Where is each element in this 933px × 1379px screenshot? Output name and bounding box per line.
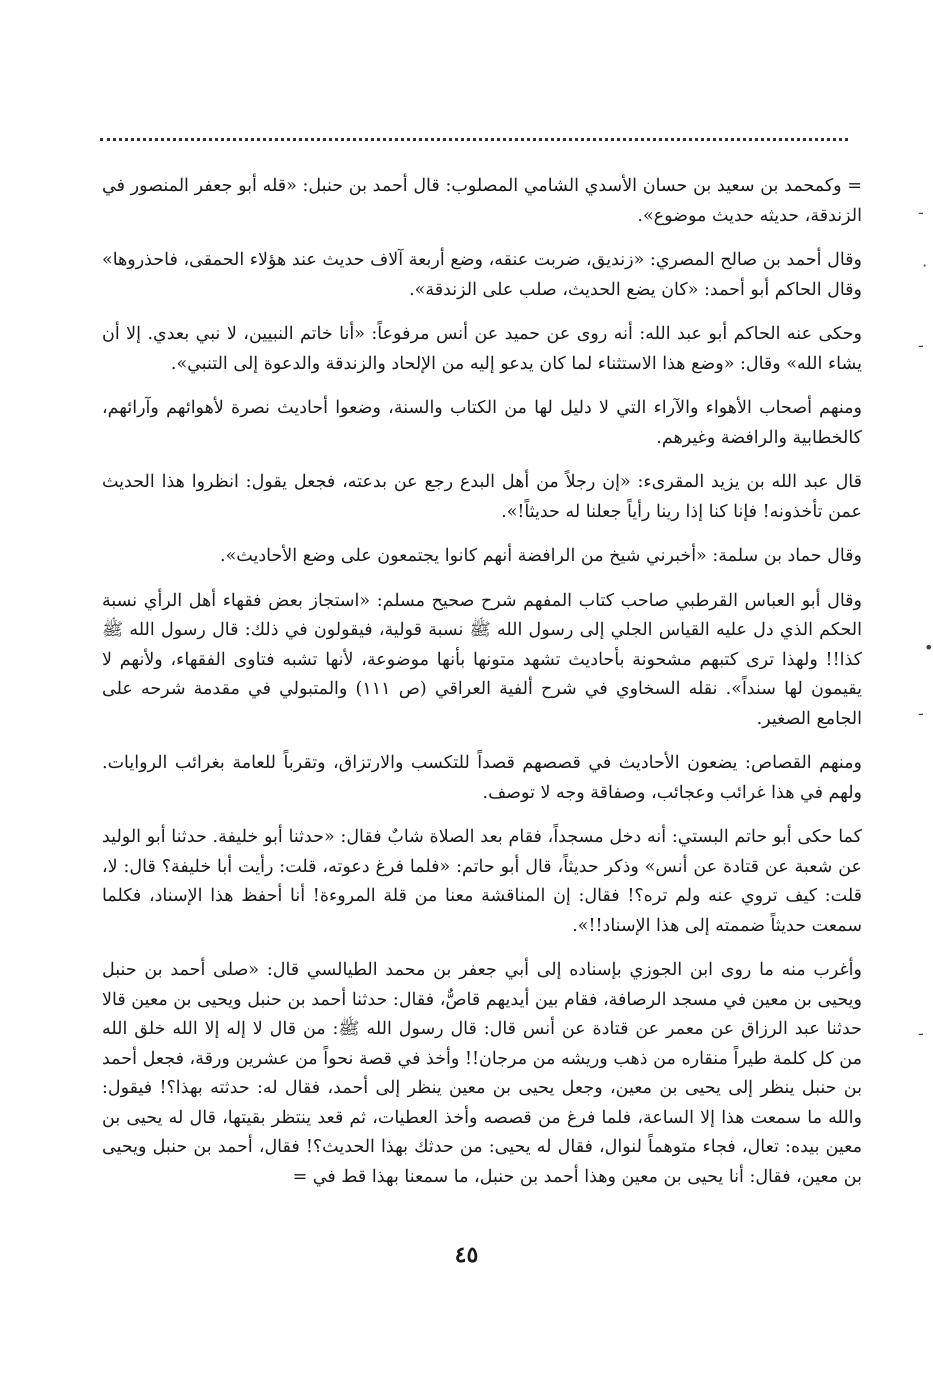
paragraph: وأغرب منه ما روى ابن الجوزي بإسناده إلى أبي جعفر بن محمد الطيالسي قال: «صلى أحمد بن حنبل ويحيى بن معين في مسجد الرصافة، فقام بين أيديهم قاصٌّ، فقال: حدثنا أحمد بن حنبل ويحيى بن معين قالا حدثنا عبد الرزاق عن معمر عن قتادة عن أنس قال: قال رسول الله ﷺ: من قال لا إله إلا الله خلق الله من كل كلمة طيراً منقاره من ذهب وريشه من مرجان!! وأخذ في قصة نحواً من عشرين ورقة، فجعل أحمد بن حنبل ينظر إلى يحيى بن معين، وجعل يحيى بن معين ينظر إلى أحمد، فقال له: حدثته بهذا؟! فيقول: والله ما سمعت هذا إلا الساعة، فلما فرغ من قصصه وأخذ العطيات، ثم قعد ينتظر بقيتها، قال له يحيى بن معين بيده: تعال، فجاء متوهماً لنوال، فقال له يحيى: من حدثك بهذا الحديث؟! فقال، أحمد بن حنبل ويحيى بن معين، فقال: أنا يحيى بن معين وهذا أحمد بن حنبل، ما سمعنا بهذا قط في = (102, 960, 862, 1187)
paragraph: وقال أبو العباس القرطبي صاحب كتاب المفهم شرح صحيح مسلم: «استجاز بعض فقهاء أهل الرأي نسبة الحكم الذي دل عليه القياس الجلي إلى رسول الله ﷺ نسبة قولية، فيقولون في ذلك: قال رسول الله ﷺ كذا!! ولهذا ترى كتبهم مشحونة بأحاديث تشهد متونها بأنها موضوعة، لأنها تشبه فتاوى الفقهاء، ولأنهم لا يقيمون لها سنداً». نقله السخاوي في شرح ألفية العراقي (ص ١١١) والمتبولي في مقدمة شرحه على الجامع الصغير. (102, 590, 862, 729)
margin-mark: - (918, 203, 924, 222)
paragraph: كما حكى أبو حاتم البستي: أنه دخل مسجداً، فقام بعد الصلاة شابٌ فقال: «حدثنا أبو خليفة. حدثنا أبو الوليد عن شعبة عن قتادة عن أنس» وذكر حديثاً، قال أبو حاتم: «فلما فرغ دعوته، قلت: رأيت أبا خليفة؟ قال: لا، قلت: كيف تروي عنه ولم تره؟! فقال: إن المناقشة معنا من قلة المروءة! أنا أحفظ هذا الإسناد، فكلما سمعت حديثاً ضممته إلى هذا الإسناد!!». (102, 827, 862, 936)
header-dotted-rule (100, 138, 848, 141)
margin-mark: - (918, 336, 924, 355)
paragraph: ومنهم أصحاب الأهواء والآراء التي لا دليل لها من الكتاب والسنة، وضعوا أحاديث نصرة لأهوائهم وآرائهم، كالخطابية والرافضة وغيرهم. (102, 398, 862, 448)
margin-mark: · (922, 256, 928, 275)
paragraph: وقال أحمد بن صالح المصري: «زنديق، ضربت عنقه، وضع أربعة آلاف حديث عند هؤلاء الحمقى، فاحذروها» وقال الحاكم أبو أحمد: «كان يضع الحديث، صلب على الزندقة». (102, 250, 862, 300)
margin-mark: • (924, 638, 933, 657)
paragraph: وحكى عنه الحاكم أبو عبد الله: أنه روى عن حميد عن أنس مرفوعاً: «أنا خاتم النبيين، لا نبي بعدي. إلا أن يشاء الله» وقال: «وضع هذا الاستثناء لما كان يدعو إليه من الإلحاد والزندقة والدعوة إلى التنبي». (102, 324, 862, 374)
paragraph: وقال حماد بن سلمة: «أخبرني شيخ من الرافضة أنهم كانوا يجتمعون على وضع الأحاديث». (220, 546, 862, 566)
margin-mark: - (918, 1024, 924, 1043)
paragraph: = وكمحمد بن سعيد بن حسان الأسدي الشامي المصلوب: قال أحمد بن حنبل: «قله أبو جعفر المنصور في الزندقة، حديثه حديث موضوع». (102, 176, 862, 226)
margin-mark: - (918, 704, 924, 723)
page-body (102, 172, 862, 1192)
paragraph: قال عبد الله بن يزيد المقرىء: «إن رجلاً من أهل البدع رجع عن بدعته، فجعل يقول: انظروا هذا الحديث عمن تأخذونه! فإنا كنا إذا رينا رأياً جعلنا له حديثاً!». (102, 472, 862, 522)
page-number: ٤٥ (454, 1242, 479, 1268)
paragraph: ومنهم القصاص: يضعون الأحاديث في قصصهم قصداً للتكسب والارتزاق، وتقرباً للعامة بغرائب الروايات. ولهم في هذا غرائب وعجائب، وصفاقة وجه لا توصف. (102, 753, 862, 803)
